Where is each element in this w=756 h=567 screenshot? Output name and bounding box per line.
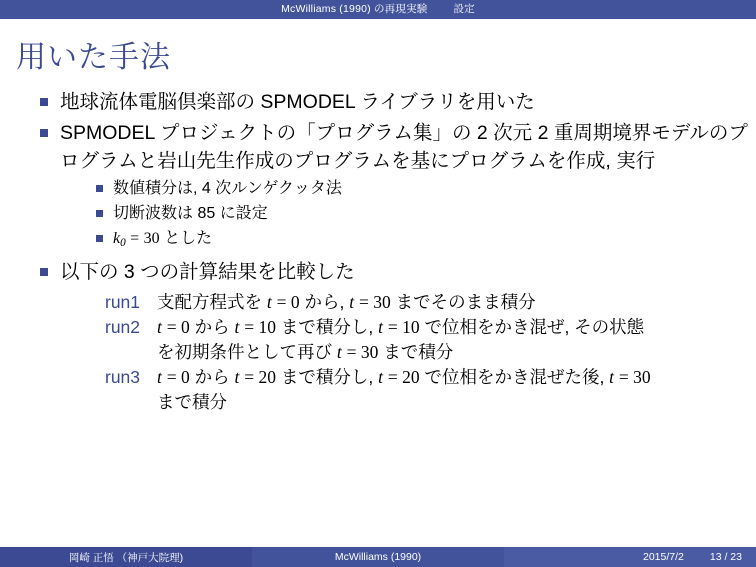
- navigation-bar: [0, 0, 756, 19]
- run-entry-run3: [105, 365, 756, 415]
- slide-content: [0, 88, 756, 415]
- square-bullet-icon: [96, 235, 103, 242]
- run-label: run3: [105, 366, 141, 387]
- nav-item-section-settings[interactable]: 設定: [453, 3, 475, 15]
- bullet-text: 地球流体電脳倶楽部の SPMODEL ライブラリを用いた: [60, 91, 535, 113]
- bullet-text: SPMODEL プロジェクトの「プログラム集」の 2 次元 2 重周期境界モデルのプログラムと岩山先生作成のプログラムを基にプログラムを作成, 実行: [60, 122, 748, 172]
- run-entry-run2: [105, 315, 756, 365]
- sub-bullet-text: 切断波数は 85 に設定: [113, 205, 268, 222]
- bullet-text: 以下の 3 つの計算結果を比較した: [60, 260, 355, 283]
- run-list: [0, 290, 756, 415]
- bullet-list: [0, 88, 756, 286]
- run-description: 支配方程式を t = 0 から, t = 30 までそのまま積分: [157, 291, 536, 312]
- run-description: t = 0 から t = 10 まで積分し, t = 10 で位相をかき混ぜ, その状態を初期条件として再び t = 30 まで積分: [157, 316, 645, 362]
- square-bullet-icon: [40, 98, 48, 106]
- run-label: run2: [105, 316, 141, 337]
- run-description: t = 0 から t = 20 まで積分し, t = 20 で位相をかき混ぜた後, t = 30 まで積分: [157, 366, 651, 412]
- footer-meta: [504, 547, 756, 567]
- footer-author: 岡崎 正悟 （神戸大院理): [0, 547, 252, 567]
- page-title: 用いた手法: [16, 41, 171, 74]
- square-bullet-icon: [96, 210, 103, 217]
- footer-date: 2015/7/2: [643, 551, 684, 563]
- square-bullet-icon: [40, 268, 48, 276]
- square-bullet-icon: [40, 129, 48, 137]
- sub-bullet-list: [60, 177, 756, 255]
- list-item: [96, 177, 756, 201]
- footer-title: McWilliams (1990): [252, 547, 504, 567]
- list-item: [40, 258, 756, 286]
- square-bullet-icon: [96, 185, 103, 192]
- run-label: run1: [105, 291, 141, 312]
- sub-bullet-text-math: $k_0 = 30$ とした: [113, 230, 213, 249]
- list-item: [96, 227, 756, 255]
- list-item: [40, 88, 756, 116]
- sub-bullet-text: 数値積分は, 4 次ルンゲクッタ法: [113, 180, 342, 197]
- footer-bar: [0, 547, 756, 567]
- list-item: [40, 119, 756, 255]
- list-item: [96, 202, 756, 226]
- footer-page-number: 13 / 23: [709, 551, 742, 563]
- run-entry-run1: [105, 290, 756, 315]
- nav-item-section-current[interactable]: McWilliams (1990) の再現実験: [281, 3, 428, 15]
